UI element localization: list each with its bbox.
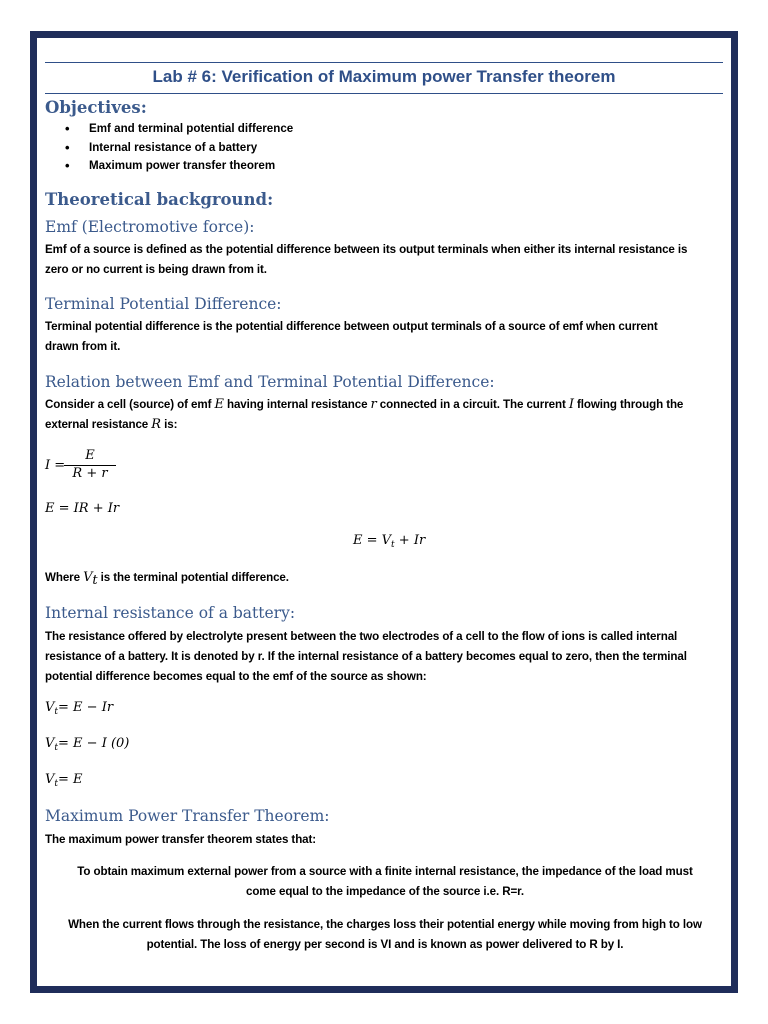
- internal-line-3: potential difference becomes equal to the emf of the source as shown:: [45, 670, 427, 683]
- internal-heading: Internal resistance of a battery:: [45, 604, 296, 622]
- equation-3: $E = V_t + Ir$: [353, 533, 426, 550]
- mptt-paragraph-line-2: potential. The loss of energy per second is VI and is known as power delivered to R by I.: [146, 938, 624, 951]
- equation-1-lhs: I =: [45, 458, 66, 473]
- tpd-line-1: Terminal potential difference is the potential difference between output terminals of a source of emf when current: [45, 320, 658, 333]
- mptt-heading: Maximum Power Transfer Theorem:: [45, 807, 330, 825]
- mptt-paragraph-line-1: When the current flows through the resistance, the charges loss their potential energy while moving from high to low: [68, 918, 702, 931]
- emf-line-1: Emf of a source is defined as the potential difference between its output terminals when either its internal resistance is: [45, 243, 688, 256]
- tpd-line-2: drawn from it.: [45, 340, 121, 353]
- list-item: • Emf and terminal potential difference: [45, 122, 293, 141]
- fraction-numerator: E: [85, 448, 95, 463]
- objectives-list: [45, 122, 293, 178]
- emf-heading: Emf (Electromotive force):: [45, 218, 255, 236]
- equation-2: E = IR + Ir: [45, 501, 120, 516]
- tpd-heading: Terminal Potential Difference:: [45, 295, 282, 313]
- list-item: • Maximum power transfer theorem: [45, 159, 293, 178]
- relation-line-1: Consider a cell (source) of emf E having internal resistance r connected in a circuit. The current I flowing through the: [45, 397, 684, 412]
- internal-equation-2: $V_t= E - I$ (0): [45, 736, 130, 753]
- internal-line-1: The resistance offered by electrolyte present between the two electrodes of a cell to the flow of ions is called internal: [45, 630, 678, 643]
- objectives-heading: Objectives:: [45, 98, 147, 117]
- title-bar: [45, 62, 723, 94]
- fraction-denominator: R + r: [72, 466, 108, 481]
- internal-equation-3: $V_t= E$: [45, 772, 83, 789]
- mptt-statement-line-1: To obtain maximum external power from a source with a finite internal resistance, the impedance of the load must: [77, 865, 693, 878]
- where-line: Where $V_t$ is the terminal potential difference.: [45, 570, 289, 588]
- page-title: Lab # 6: Verification of Maximum power Transfer theorem: [152, 67, 616, 86]
- internal-line-2: resistance of a battery. It is denoted by r. If the internal resistance of a battery becomes equal to zero, then the terminal: [45, 650, 687, 663]
- list-item: • Internal resistance of a battery: [45, 141, 293, 160]
- emf-line-2: zero or no current is being drawn from it.: [45, 263, 267, 276]
- mptt-intro: The maximum power transfer theorem states that:: [45, 833, 317, 846]
- relation-line-2: external resistance R is:: [45, 417, 178, 432]
- relation-heading: Relation between Emf and Terminal Potential Difference:: [45, 373, 495, 391]
- theory-heading: Theoretical background:: [45, 190, 274, 209]
- internal-equation-1: $V_t= E - Ir$: [45, 700, 114, 717]
- mptt-statement-line-2: come equal to the impedance of the source i.e. R=r.: [245, 885, 525, 898]
